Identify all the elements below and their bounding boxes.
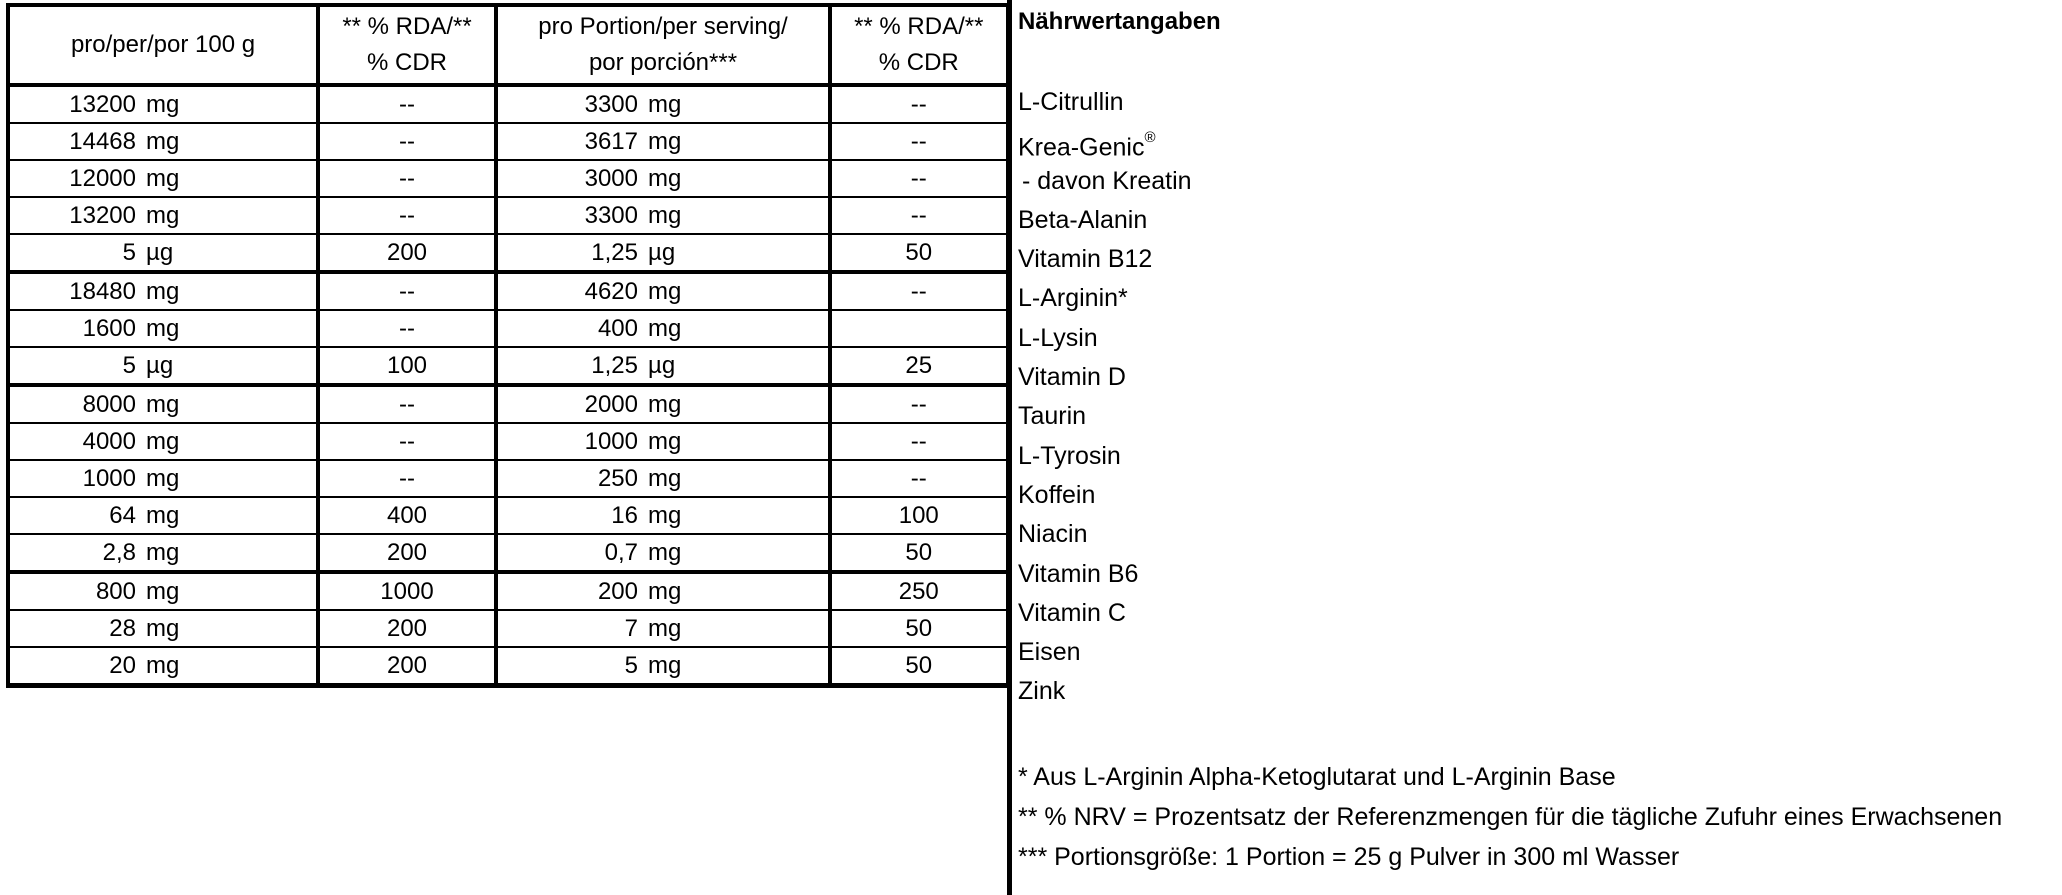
nutrient-name: L-Tyrosin <box>1018 441 1121 470</box>
value-per-100g: 64 <box>109 501 136 529</box>
cell-per-100g <box>8 234 318 272</box>
nutrient-label <box>1018 672 1192 711</box>
value-per-portion: 1,25 <box>591 238 638 266</box>
cell-per-100g <box>8 85 318 123</box>
value-per-100g: 18480 <box>69 277 136 305</box>
nutrient-name: Niacin <box>1018 520 1088 549</box>
value-rda-100g: -- <box>399 464 415 492</box>
registered-mark: ® <box>1144 129 1156 147</box>
footnote: ** % NRV = Prozentsatz der Referenzmengen für die tägliche Zufuhr eines Erwachsenen <box>1018 803 2003 831</box>
nutrient-label <box>1018 240 1192 279</box>
cell-per-portion <box>496 647 830 686</box>
nutrient-label <box>1018 279 1192 318</box>
nutrient-name: Vitamin B12 <box>1018 245 1153 274</box>
cell-rda-100g <box>318 534 496 572</box>
cell-per-portion <box>496 272 830 310</box>
cell-rda-portion <box>830 610 1008 647</box>
value-rda-100g: -- <box>399 164 415 192</box>
nutrient-name: Krea-Genic <box>1018 133 1145 162</box>
cell-rda-100g <box>318 460 496 497</box>
value-rda-100g: 200 <box>386 614 428 642</box>
nutrition-table <box>6 3 1011 688</box>
cell-per-100g <box>8 310 318 347</box>
value-rda-100g: 400 <box>386 501 428 529</box>
table-row <box>8 234 1008 272</box>
nutrient-label <box>1018 515 1192 554</box>
value-rda-portion: 250 <box>898 577 939 605</box>
cell-rda-portion <box>830 534 1008 572</box>
unit-per-portion: mg <box>648 277 682 305</box>
nutrient-name: Vitamin B6 <box>1018 559 1139 588</box>
value-per-portion: 1000 <box>584 427 638 455</box>
cell-rda-portion <box>830 197 1008 234</box>
unit-per-portion: mg <box>648 314 682 342</box>
table-row <box>8 497 1008 534</box>
header-rda-100g: ** % RDA/** % CDR <box>318 5 496 85</box>
value-per-portion: 0,7 <box>604 538 638 566</box>
cell-per-portion <box>496 160 830 197</box>
cell-rda-100g <box>318 272 496 310</box>
unit-per-portion: mg <box>648 164 682 192</box>
cell-per-100g <box>8 347 318 385</box>
unit-per-100g: mg <box>146 277 180 305</box>
unit-per-100g: mg <box>146 651 180 679</box>
cell-per-100g <box>8 610 318 647</box>
value-rda-portion: -- <box>910 277 927 305</box>
nutrient-name: L-Citrullin <box>1018 88 1124 116</box>
nutrient-name: Beta-Alanin <box>1018 205 1148 234</box>
cell-rda-portion <box>830 647 1008 686</box>
nutrient-label <box>1018 83 1192 122</box>
value-per-100g: 20 <box>109 651 136 679</box>
cell-rda-portion <box>830 310 1008 347</box>
unit-per-portion: µg <box>648 351 676 379</box>
unit-per-portion: mg <box>648 390 682 418</box>
unit-per-portion: µg <box>648 238 676 266</box>
nutrient-name: - davon Kreatin <box>1022 166 1192 195</box>
value-rda-portion: -- <box>910 201 927 229</box>
table-row <box>8 197 1008 234</box>
unit-per-100g: mg <box>146 390 180 418</box>
value-rda-portion: -- <box>910 90 927 118</box>
unit-per-100g: mg <box>146 614 180 642</box>
value-per-portion: 3617 <box>584 127 638 155</box>
unit-per-100g: mg <box>146 127 180 155</box>
unit-per-portion: mg <box>648 127 682 155</box>
cell-rda-100g <box>318 347 496 385</box>
footnotes <box>1018 757 2002 877</box>
cell-per-portion <box>496 610 830 647</box>
unit-per-100g: mg <box>146 427 180 455</box>
value-rda-100g: -- <box>399 390 415 418</box>
column-divider <box>1007 0 1012 895</box>
table-row <box>8 385 1008 423</box>
table-row <box>8 460 1008 497</box>
cell-per-portion <box>496 347 830 385</box>
table-row <box>8 85 1008 123</box>
cell-rda-portion <box>830 272 1008 310</box>
footnote: * Aus L-Arginin Alpha-Ketoglutarat und L-Arginin Base <box>1018 763 1616 791</box>
value-rda-100g: 200 <box>386 651 428 679</box>
cell-rda-portion <box>830 385 1008 423</box>
cell-rda-100g <box>318 647 496 686</box>
value-per-portion: 1,25 <box>591 351 638 379</box>
cell-per-portion <box>496 460 830 497</box>
table-row <box>8 572 1008 610</box>
value-rda-100g: -- <box>399 427 415 455</box>
unit-per-100g: mg <box>146 464 180 492</box>
value-per-100g: 13200 <box>69 90 136 118</box>
nutrient-label <box>1018 122 1192 161</box>
value-rda-portion: -- <box>910 427 927 455</box>
nutrient-name: Vitamin C <box>1018 598 1126 627</box>
value-per-portion: 7 <box>624 614 638 642</box>
cell-per-portion <box>496 572 830 610</box>
cell-per-100g <box>8 123 318 160</box>
cell-rda-100g <box>318 160 496 197</box>
cell-per-100g <box>8 460 318 497</box>
cell-rda-portion <box>830 85 1008 123</box>
table-row <box>8 610 1008 647</box>
nutrient-name: Taurin <box>1018 402 1087 431</box>
value-per-portion: 4620 <box>584 277 638 305</box>
nutrient-label <box>1018 555 1192 594</box>
value-rda-100g: -- <box>399 127 415 155</box>
unit-per-100g: mg <box>146 201 180 229</box>
cell-rda-100g <box>318 385 496 423</box>
unit-per-portion: mg <box>648 614 682 642</box>
unit-per-portion: mg <box>648 538 682 566</box>
table-body <box>8 85 1008 686</box>
value-rda-portion: -- <box>910 390 927 418</box>
unit-per-portion: mg <box>648 577 682 605</box>
value-rda-100g: 100 <box>386 351 428 379</box>
unit-per-100g: mg <box>146 577 180 605</box>
value-per-100g: 5 <box>122 351 136 379</box>
value-per-portion: 16 <box>611 501 638 529</box>
cell-rda-100g <box>318 85 496 123</box>
unit-per-100g: mg <box>146 501 180 529</box>
nutrient-name: Koffein <box>1018 480 1096 509</box>
cell-per-100g <box>8 647 318 686</box>
cell-per-portion <box>496 234 830 272</box>
nutrient-label <box>1018 358 1192 397</box>
cell-rda-100g <box>318 234 496 272</box>
header-row <box>8 5 1008 85</box>
footnote: *** Portionsgröße: 1 Portion = 25 g Pulver in 300 ml Wasser <box>1018 843 1680 871</box>
nutrient-name: Zink <box>1018 677 1066 706</box>
cell-rda-100g <box>318 423 496 460</box>
cell-rda-portion <box>830 123 1008 160</box>
nutrient-name: Vitamin D <box>1018 363 1126 392</box>
value-per-100g: 800 <box>95 577 136 605</box>
value-rda-portion: 25 <box>905 351 933 379</box>
value-per-portion: 3300 <box>584 90 638 118</box>
value-rda-100g: -- <box>399 201 415 229</box>
unit-per-portion: mg <box>648 427 682 455</box>
cell-rda-portion <box>830 497 1008 534</box>
table-row <box>8 160 1008 197</box>
cell-per-portion <box>496 497 830 534</box>
value-rda-portion: 50 <box>905 238 933 266</box>
value-rda-portion: -- <box>910 127 927 155</box>
value-rda-100g: 200 <box>386 238 428 266</box>
value-per-100g: 4000 <box>82 427 136 455</box>
unit-per-portion: mg <box>648 501 682 529</box>
unit-per-100g: mg <box>146 314 180 342</box>
value-rda-portion: 50 <box>905 651 933 679</box>
header-per-portion: pro Portion/per serving/ por porción*** <box>496 5 830 85</box>
cell-per-100g <box>8 534 318 572</box>
cell-per-100g <box>8 423 318 460</box>
nutrient-label <box>1018 633 1192 672</box>
table-row <box>8 647 1008 686</box>
cell-per-100g <box>8 385 318 423</box>
value-per-portion: 200 <box>597 577 638 605</box>
header-per-100g: pro/per/por 100 g <box>8 5 318 85</box>
cell-rda-100g <box>318 310 496 347</box>
value-rda-portion: 50 <box>905 614 933 642</box>
header-rda-portion: ** % RDA/** % CDR <box>830 5 1008 85</box>
nutrient-label <box>1018 476 1192 515</box>
value-per-portion: 3300 <box>584 201 638 229</box>
nutrient-name: L-Lysin <box>1018 323 1098 352</box>
nutrient-name: Eisen <box>1018 638 1081 667</box>
value-per-100g: 14468 <box>69 127 136 155</box>
cell-rda-portion <box>830 572 1008 610</box>
unit-per-100g: µg <box>146 351 174 379</box>
cell-rda-100g <box>318 197 496 234</box>
value-per-100g: 13200 <box>69 201 136 229</box>
value-per-portion: 2000 <box>584 390 638 418</box>
table-row <box>8 123 1008 160</box>
cell-per-portion <box>496 310 830 347</box>
value-per-portion: 400 <box>597 314 638 342</box>
unit-per-portion: mg <box>648 651 682 679</box>
cell-per-portion <box>496 197 830 234</box>
nutrient-label <box>1018 437 1192 476</box>
unit-per-portion: mg <box>648 90 682 118</box>
unit-per-100g: mg <box>146 164 180 192</box>
value-per-100g: 5 <box>122 238 136 266</box>
cell-per-portion <box>496 123 830 160</box>
nutrient-label <box>1018 201 1192 240</box>
value-per-portion: 3000 <box>584 164 638 192</box>
unit-per-100g: µg <box>146 238 174 266</box>
table-row <box>8 534 1008 572</box>
value-per-100g: 12000 <box>69 164 136 192</box>
cell-rda-100g <box>318 497 496 534</box>
cell-per-portion <box>496 534 830 572</box>
table-row <box>8 347 1008 385</box>
value-per-portion: 250 <box>597 464 638 492</box>
value-rda-100g: 200 <box>386 538 428 566</box>
cell-rda-portion <box>830 160 1008 197</box>
table-row <box>8 423 1008 460</box>
nutrient-labels <box>1018 83 1192 712</box>
unit-per-100g: mg <box>146 538 180 566</box>
cell-rda-100g <box>318 572 496 610</box>
nutrient-name: L-Arginin* <box>1018 284 1128 313</box>
nutrient-label <box>1018 319 1192 358</box>
value-rda-100g: -- <box>399 90 415 118</box>
labels-title: Nährwertangaben <box>1018 8 1221 35</box>
table-row <box>8 310 1008 347</box>
nutrient-label <box>1018 397 1192 436</box>
unit-per-portion: mg <box>648 464 682 492</box>
nutrient-label <box>1018 594 1192 633</box>
value-rda-portion: -- <box>910 464 927 492</box>
cell-per-portion <box>496 85 830 123</box>
value-rda-100g: -- <box>399 314 415 342</box>
cell-per-100g <box>8 572 318 610</box>
cell-rda-100g <box>318 123 496 160</box>
unit-per-portion: mg <box>648 201 682 229</box>
cell-per-portion <box>496 423 830 460</box>
value-rda-100g: -- <box>399 277 415 305</box>
value-rda-100g: 1000 <box>380 577 434 605</box>
value-rda-portion: 100 <box>898 501 939 529</box>
value-per-100g: 28 <box>109 614 136 642</box>
cell-rda-100g <box>318 610 496 647</box>
value-per-100g: 1600 <box>82 314 136 342</box>
cell-per-100g <box>8 272 318 310</box>
cell-per-100g <box>8 197 318 234</box>
value-per-100g: 2,8 <box>102 538 136 566</box>
value-rda-portion: 50 <box>905 538 933 566</box>
value-per-portion: 5 <box>624 651 638 679</box>
cell-rda-portion <box>830 460 1008 497</box>
cell-per-portion <box>496 385 830 423</box>
cell-rda-portion <box>830 234 1008 272</box>
table-row <box>8 272 1008 310</box>
value-rda-portion: -- <box>910 164 927 192</box>
cell-per-100g <box>8 160 318 197</box>
unit-per-100g: mg <box>146 90 180 118</box>
value-per-100g: 8000 <box>82 390 136 418</box>
cell-rda-portion <box>830 423 1008 460</box>
nutrient-label <box>1018 162 1192 201</box>
cell-rda-portion <box>830 347 1008 385</box>
cell-per-100g <box>8 497 318 534</box>
value-per-100g: 1000 <box>82 464 136 492</box>
